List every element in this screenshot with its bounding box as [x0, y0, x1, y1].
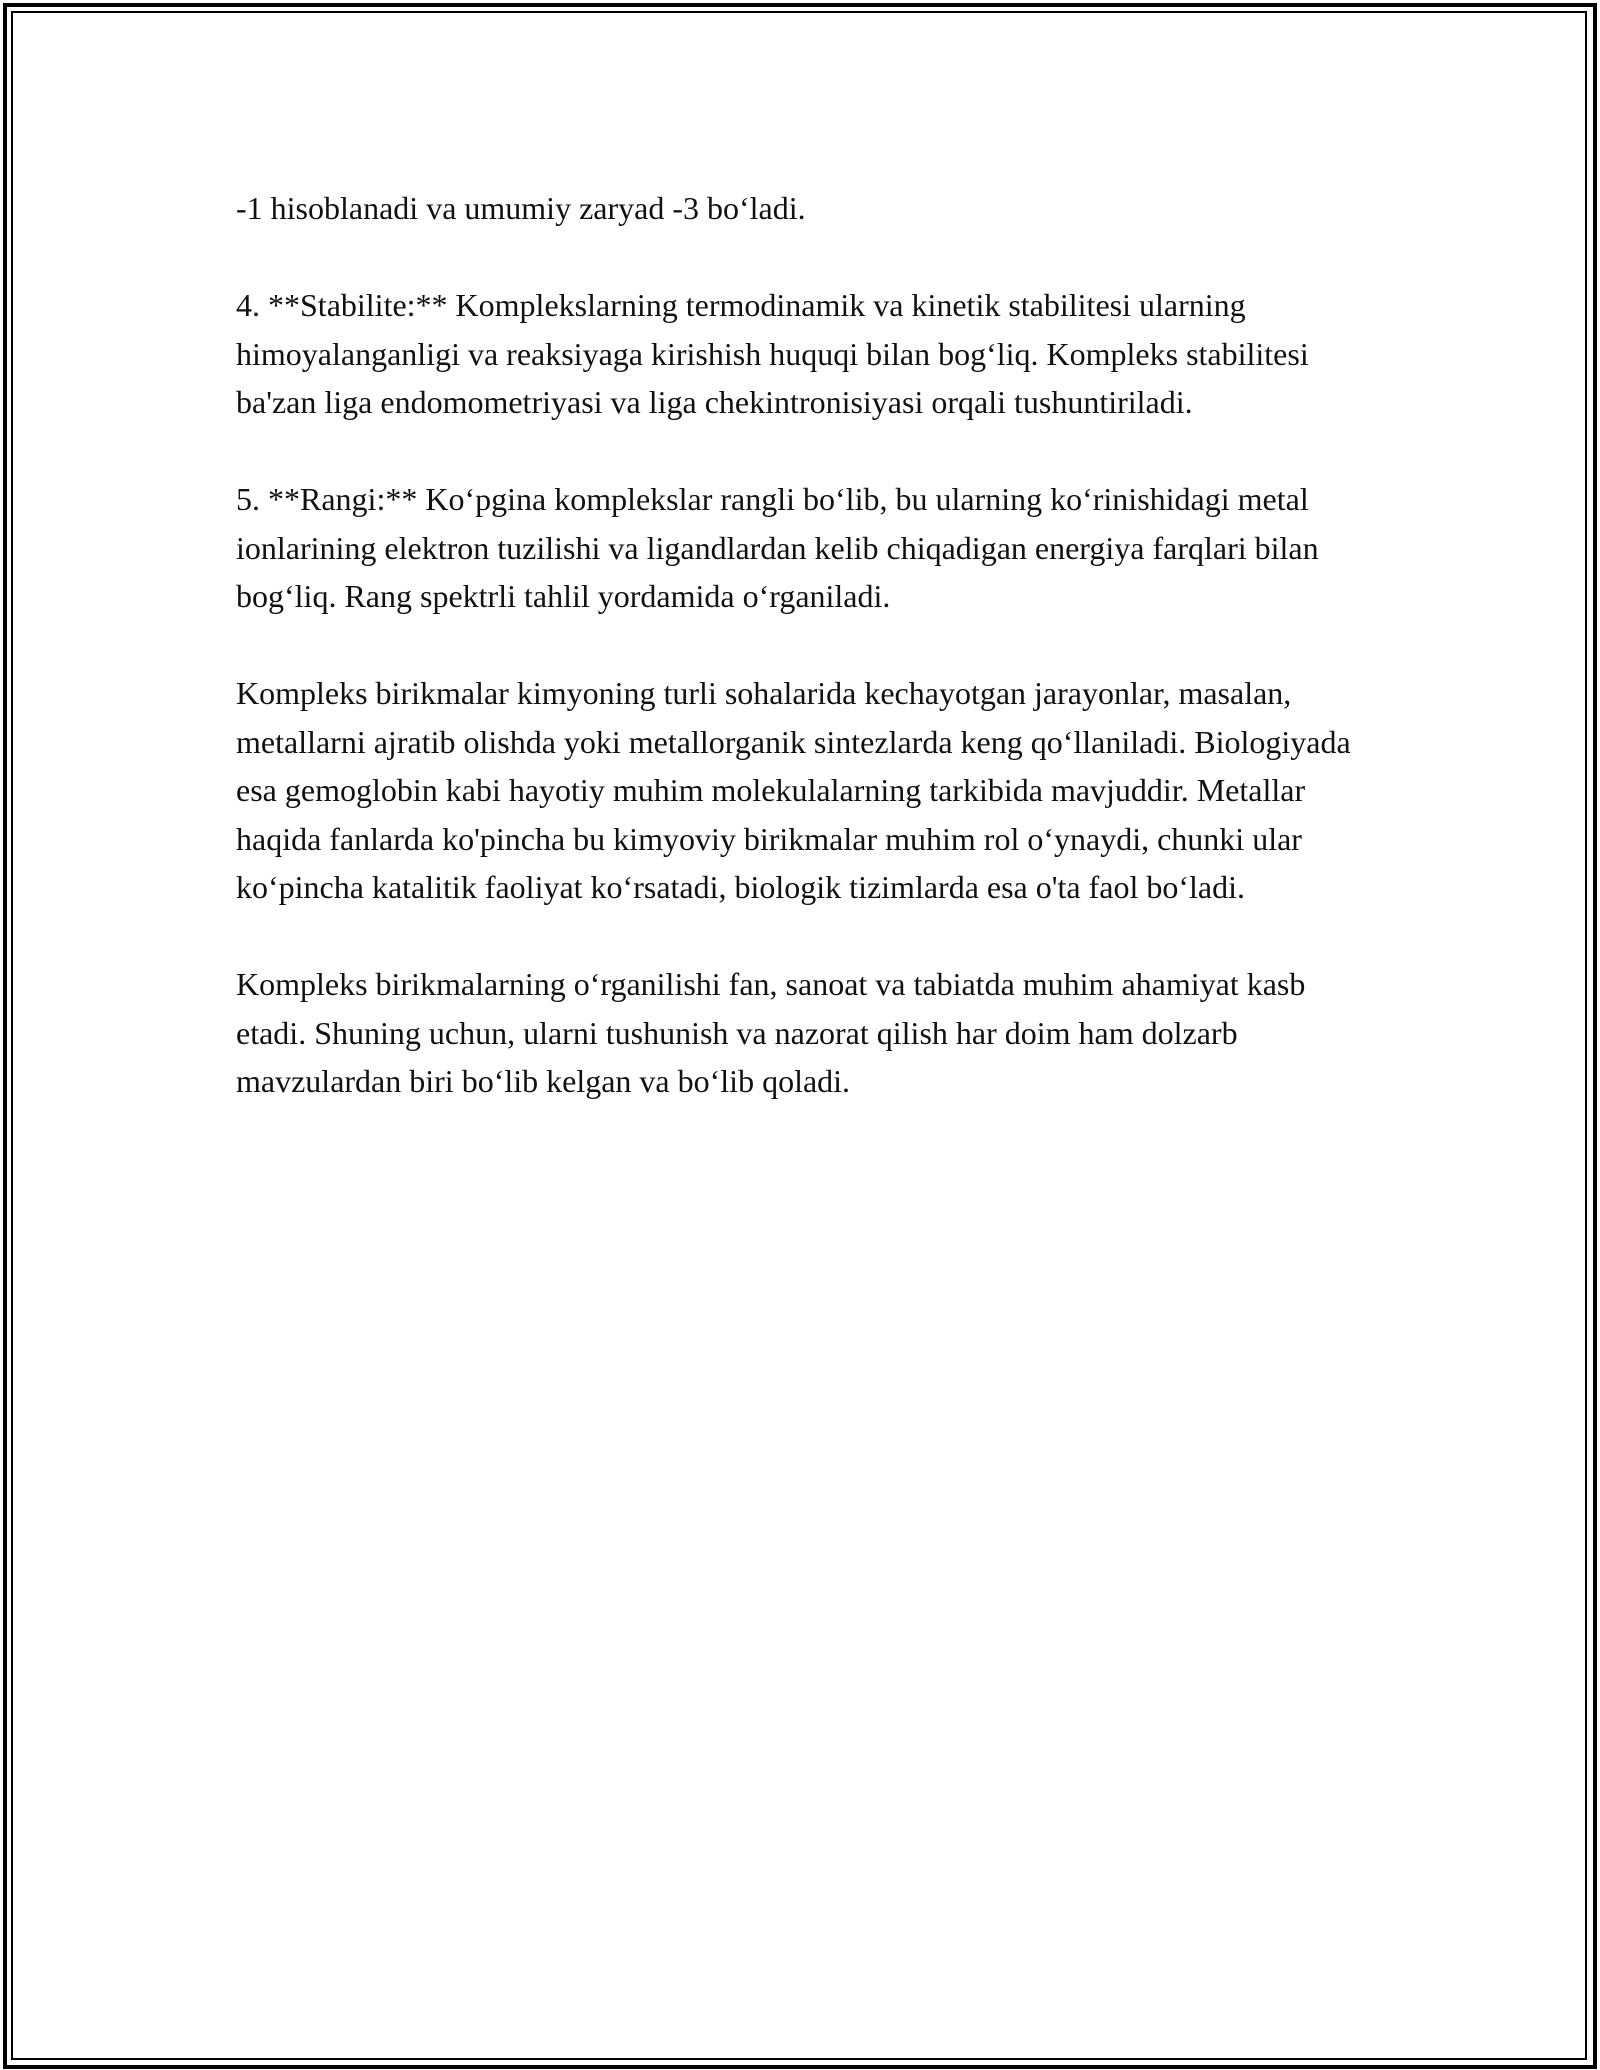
paragraph-conclusion: Kompleks birikmalarning o‘rganilishi fan, sanoat va tabiatda muhim ahamiyat kasb etadi. Shuning uchun, ularni tushunish va nazorat qilish har doim ham dolzarb mavzulardan biri bo‘lib kelgan va bo‘lib qoladi. [236, 966, 1306, 1099]
paragraph-color: 5. **Rangi:** Ko‘pgina komplekslar rangli bo‘lib, bu ularning ko‘rinishidagi metal ionlarining elektron tuzilishi va ligandlardan kelib chiqadigan energiya farqlari bilan bog‘liq. Rang spektrli tahlil yordamida o‘rganiladi. [236, 481, 1319, 614]
paragraph-applications: Kompleks birikmalar kimyoning turli sohalarida kechayotgan jarayonlar, masalan, metallarni ajratib olishda yoki metallorganik sintezlarda keng qo‘llaniladi. Biologiyada esa gemoglobin kabi hayotiy muhim molekulalarning tarkibida mavjuddir. Metallar haqida fanlarda ko'pincha bu kimyoviy birikmalar muhim rol o‘ynaydi, chunki ular ko‘pincha katalitik faoliyat ko‘rsatadi, biologik tizimlarda esa o'ta faol bo‘ladi. [236, 675, 1351, 905]
paragraph-stability: 4. **Stabilite:** Komplekslarning termodinamik va kinetik stabilitesi ularning himoyalanganligi va reaksiyaga kirishish huquqi bilan bog‘liq. Kompleks stabilitesi ba'zan liga endomometriyasi va liga chekintronisiyasi orqali tushuntiriladi. [236, 287, 1309, 420]
paragraph-charge-continuation: -1 hisoblanadi va umumiy zaryad -3 bo‘ladi. [236, 190, 806, 226]
document-body [236, 184, 1356, 1106]
